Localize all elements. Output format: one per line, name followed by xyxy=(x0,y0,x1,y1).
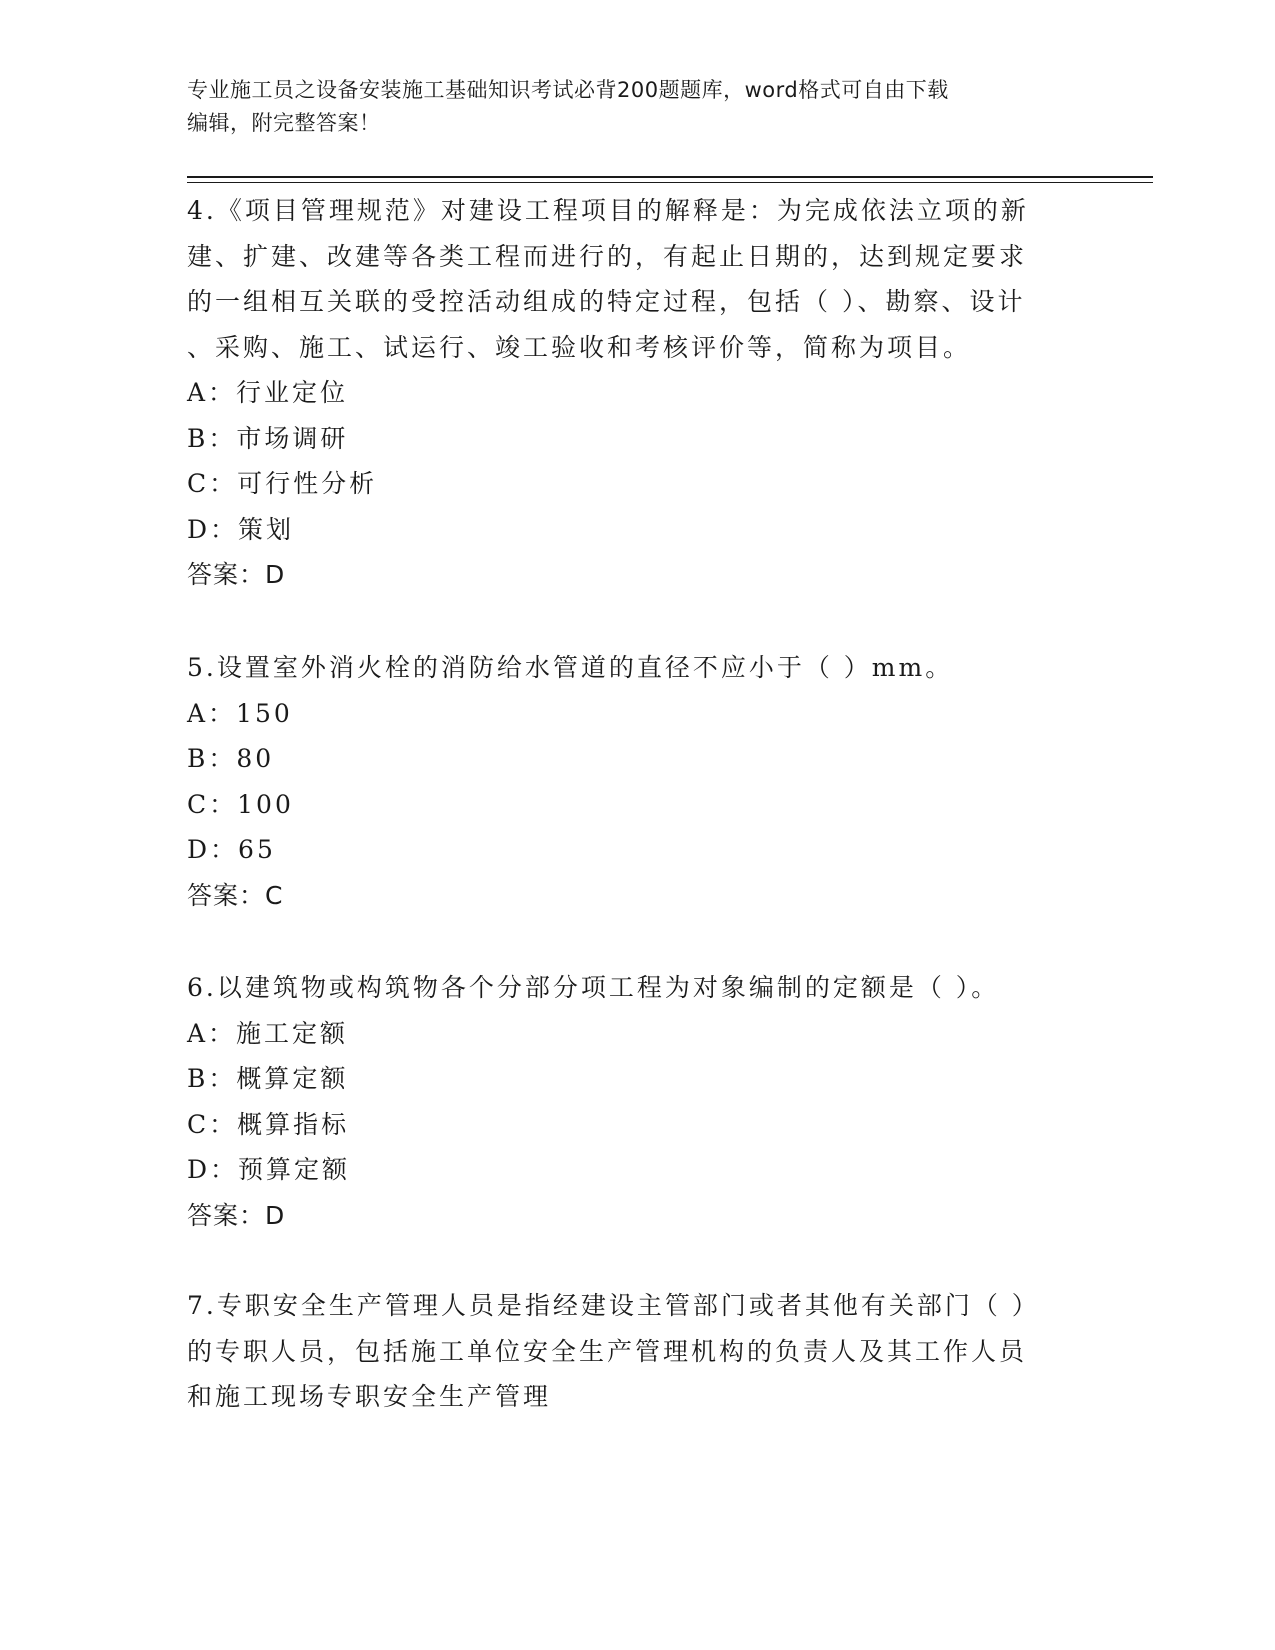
stem-line: 的专职人员，包括施工单位安全生产管理机构的负责人及其工作人员 xyxy=(187,1336,1028,1366)
stem-line: 7.专职安全生产管理人员是指经建设主管部门或者其他有关部门（ ） xyxy=(187,1291,1040,1320)
answer-line: 答案：C xyxy=(187,880,284,910)
document-header xyxy=(187,74,1087,140)
stem-line: 6.以建筑物或构筑物各个分部分项工程为对象编制的定额是（ ）。 xyxy=(187,973,1000,1002)
header-divider-thin xyxy=(187,182,1153,183)
option-a: A：行业定位 xyxy=(187,378,349,407)
question-stem xyxy=(187,188,1067,370)
option-b: B：80 xyxy=(187,744,275,773)
option-b: B：市场调研 xyxy=(187,423,349,453)
stem-line: 的一组相互关联的受控活动组成的特定过程，包括（ ）、勘察、设计 xyxy=(187,287,1026,316)
option-d: D：预算定额 xyxy=(187,1155,351,1184)
answer-line: 答案：D xyxy=(187,1200,286,1230)
header-divider-thick xyxy=(187,176,1153,178)
stem-line: 和施工现场专职安全生产管理 xyxy=(187,1382,552,1411)
option-a: A：施工定额 xyxy=(187,1018,349,1048)
question-stem xyxy=(187,645,1067,691)
option-d: D：65 xyxy=(187,835,276,864)
header-title-line-1: 专业施工员之设备安装施工基础知识考试必背200题题库，word格式可自由下载 xyxy=(187,78,949,102)
option-d: D：策划 xyxy=(187,514,295,544)
option-b: B：概算定额 xyxy=(187,1064,349,1093)
option-c: C：概算指标 xyxy=(187,1109,350,1139)
question-stem xyxy=(187,965,1067,1011)
question-7 xyxy=(187,1283,1067,1420)
option-c: C：100 xyxy=(187,789,294,819)
question-stem xyxy=(187,1283,1067,1420)
question-4 xyxy=(187,188,1067,598)
option-a: A：150 xyxy=(187,698,293,728)
question-6 xyxy=(187,965,1067,1238)
stem-line: 4.《项目管理规范》对建设工程项目的解释是：为完成依法立项的新 xyxy=(187,196,1029,225)
header-title-line-2: 编辑，附完整答案！ xyxy=(187,111,381,135)
stem-line: 5.设置室外消火栓的消防给水管道的直径不应小于（ ）mm。 xyxy=(187,653,954,682)
answer-line: 答案：D xyxy=(187,560,286,589)
question-5 xyxy=(187,645,1067,918)
option-c: C：可行性分析 xyxy=(187,469,378,498)
stem-line: 建、扩建、改建等各类工程而进行的，有起止日期的，达到规定要求 xyxy=(187,241,1028,271)
stem-line: 、采购、施工、试运行、竣工验收和考核评价等，简称为项目。 xyxy=(187,332,972,362)
